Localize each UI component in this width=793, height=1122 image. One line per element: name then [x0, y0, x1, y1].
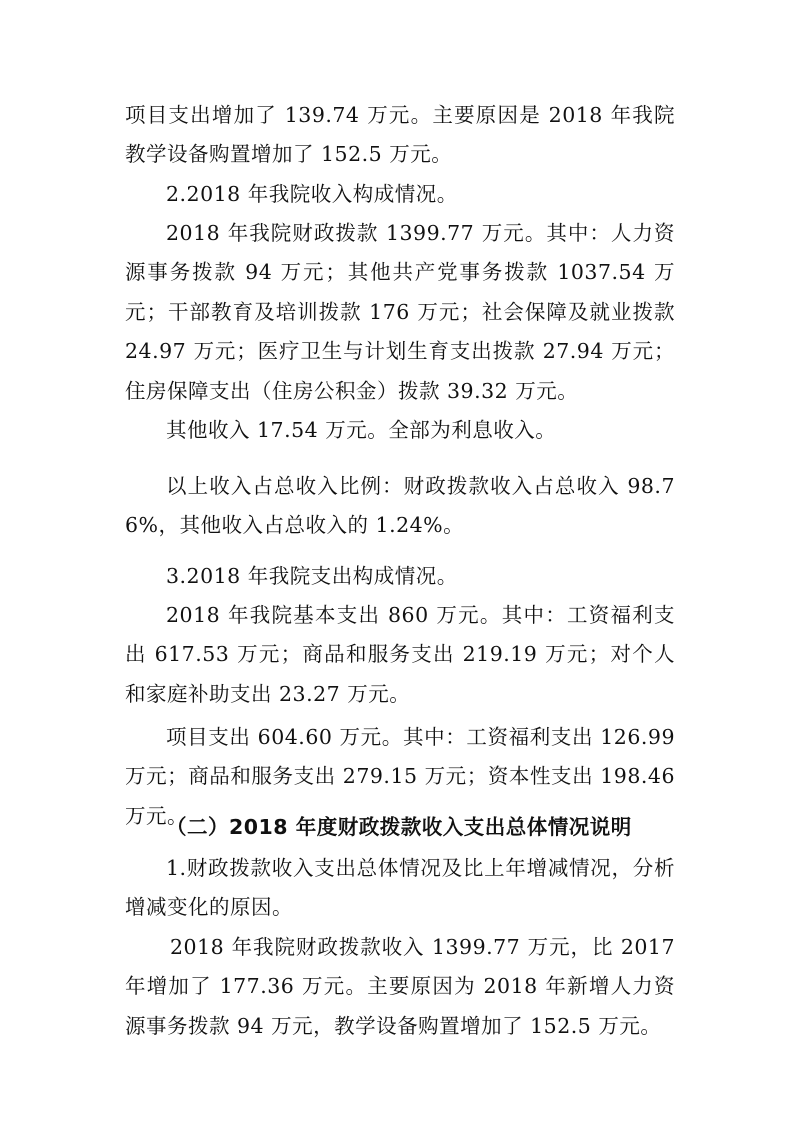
paragraph-fiscal-appropriation: 2018 年我院财政拨款 1399.77 万元。其中：人力资源事务拨款 94 万元；其他共产党事务拨款 1037.54 万元；干部教育及培训拨款 176 万元；社会保障及就业拨款 24.97 万元；医疗卫生与计划生育支出拨款 27.94 万元；住房保障支出（住房公积金）拨款 39.32 万元。: [125, 221, 675, 403]
paragraph-expense-composition-title: 3.2018 年我院支出构成情况。: [166, 564, 458, 588]
paragraph-other-income: 其他收入 17.54 万元。全部为利息收入。: [166, 418, 557, 442]
section-heading: （二）2018 年度财政拨款收入支出总体情况说明: [166, 815, 632, 839]
paragraph-basic-expense: 2018 年我院基本支出 860 万元。其中：工资福利支出 617.53 万元；商品和服务支出 219.19 万元；对个人和家庭补助支出 23.27 万元。: [125, 603, 675, 706]
paragraph-fiscal-summary: 2018 年我院财政拨款收入 1399.77 万元，比 2017 年增加了 177.36 万元。主要原因为 2018 年新增人力资源事务拨款 94 万元，教学设备购置增加了 152.5 万元。: [125, 935, 675, 1038]
paragraph-income-ratio: 以上收入占总收入比例：财政拨款收入占总收入 98.76%，其他收入占总收入的 1.24%。: [125, 474, 675, 538]
paragraph-fiscal-summary-title: 1.财政拨款收入支出总体情况及比上年增减情况，分析增减变化的原因。: [125, 856, 675, 920]
paragraph-project-expense: 项目支出 604.60 万元。其中：工资福利支出 126.99 万元；商品和服务支出 279.15 万元；资本性支出 198.46 万元。: [125, 725, 675, 828]
paragraph-income-composition-title: 2.2018 年我院收入构成情况。: [166, 182, 458, 206]
paragraph-project-expense-increase: 项目支出增加了 139.74 万元。主要原因是 2018 年我院教学设备购置增加了 152.5 万元。: [125, 103, 675, 167]
